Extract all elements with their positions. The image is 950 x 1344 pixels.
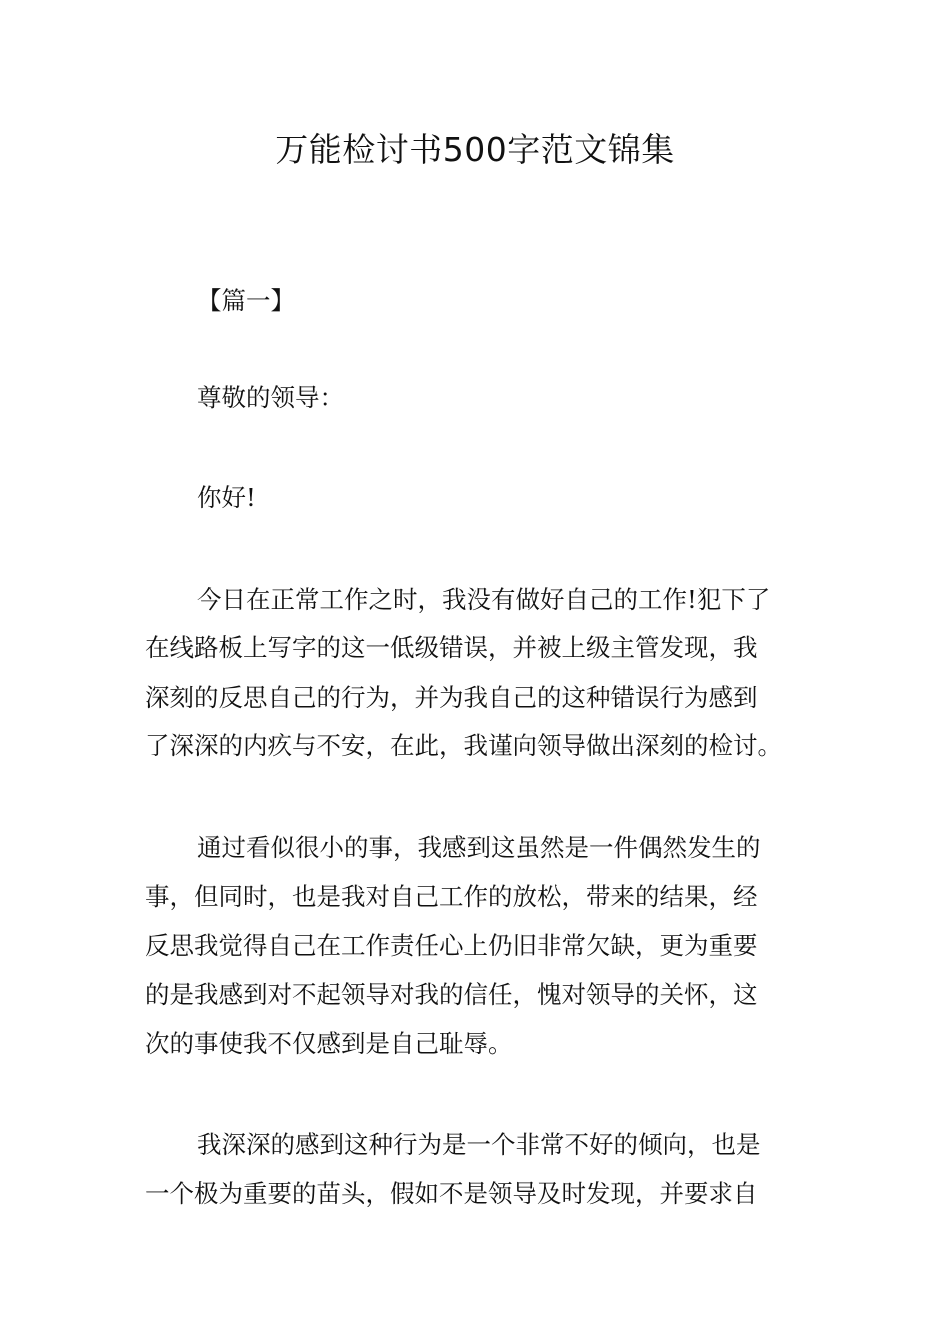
section-label: 【篇一】 <box>197 286 295 315</box>
paragraph-line: 在线路板上写字的这一低级错误，并被上级主管发现，我 <box>145 633 758 662</box>
greeting: 你好! <box>197 483 256 512</box>
salutation: 尊敬的领导： <box>197 383 344 412</box>
paragraph-line: 事，但同时，也是我对自己工作的放松，带来的结果，经 <box>145 882 758 911</box>
paragraph-line: 我深深的感到这种行为是一个非常不好的倾向，也是 <box>197 1130 761 1159</box>
paragraph-line: 一个极为重要的苗头，假如不是领导及时发现，并要求自 <box>145 1179 758 1208</box>
paragraph-line: 的是我感到对不起领导对我的信任，愧对领导的关怀，这 <box>145 980 758 1009</box>
paragraph-line: 反思我觉得自己在工作责任心上仍旧非常欠缺，更为重要 <box>145 931 758 960</box>
paragraph-line: 深刻的反思自己的行为，并为我自己的这种错误行为感到 <box>145 683 758 712</box>
paragraph-line: 通过看似很小的事，我感到这虽然是一件偶然发生的 <box>197 833 761 862</box>
paragraph-line: 了深深的内疚与不安，在此，我谨向领导做出深刻的检讨。 <box>145 731 782 760</box>
paragraph-line: 次的事使我不仅感到是自己耻辱。 <box>145 1029 513 1058</box>
paragraph-line: 今日在正常工作之时，我没有做好自己的工作!犯下了 <box>197 585 771 614</box>
document-title: 万能检讨书500字范文锦集 <box>275 130 675 169</box>
